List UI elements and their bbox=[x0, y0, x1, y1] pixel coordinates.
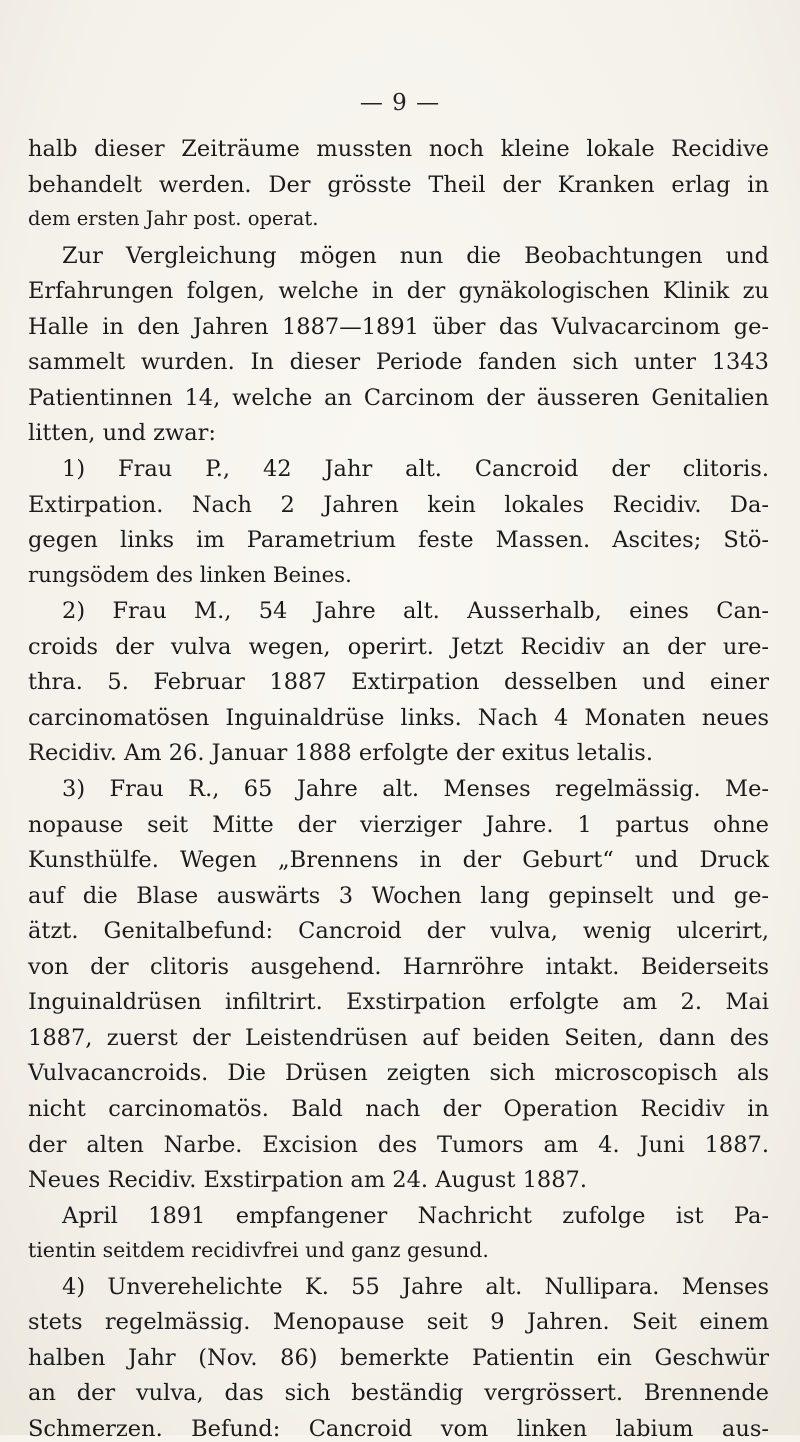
text-line: auf die Blase auswärts 3 Wochen lang gepinselt und ge- bbox=[28, 883, 769, 909]
text-line: behandelt werden. Der grösste Theil der Kranken erlag in bbox=[28, 172, 769, 198]
text-line: halben Jahr (Nov. 86) bemerkte Patientin ein Geschwür bbox=[28, 1345, 769, 1371]
text-line: April 1891 empfangener Nachricht zufolge ist Pa- bbox=[62, 1203, 769, 1229]
text-line: Kunsthülfe. Wegen „Brennens in der Geburt“ und Druck bbox=[28, 847, 769, 873]
text-line: nopause seit Mitte der vierziger Jahre. 1 partus ohne bbox=[28, 812, 769, 838]
text-line: Extirpation. Nach 2 Jahren kein lokales Recidiv. Da- bbox=[28, 492, 769, 518]
text-line: 2) Frau M., 54 Jahre alt. Ausserhalb, eines Can- bbox=[62, 598, 769, 624]
text-line: Patientinnen 14, welche an Carcinom der äusseren Genitalien bbox=[28, 385, 769, 411]
text-line: Recidiv. Am 26. Januar 1888 erfolgte der exitus letalis. bbox=[28, 740, 653, 766]
text-line: Schmerzen. Befund: Cancroid vom linken labium aus- bbox=[28, 1416, 769, 1442]
text-line: gegen links im Parametrium feste Massen. Ascites; Stö- bbox=[28, 527, 769, 553]
text-line: an der vulva, das sich beständig vergrössert. Brennende bbox=[28, 1380, 769, 1406]
text-line: stets regelmässig. Menopause seit 9 Jahren. Seit einem bbox=[28, 1309, 769, 1335]
text-line: sammelt wurden. In dieser Periode fanden sich unter 1343 bbox=[28, 349, 769, 375]
text-line: tientin seitdem recidivfrei und ganz gesund. bbox=[28, 1238, 489, 1262]
text-line: von der clitoris ausgehend. Harnröhre intakt. Beiderseits bbox=[28, 954, 769, 980]
text-line: Erfahrungen folgen, welche in der gynäkologischen Klinik zu bbox=[28, 278, 769, 304]
text-line: croids der vulva wegen, operirt. Jetzt Recidiv an der ure- bbox=[28, 634, 769, 660]
text-line: carcinomatösen Inguinaldrüse links. Nach 4 Monaten neues bbox=[28, 705, 769, 731]
text-line: ätzt. Genitalbefund: Cancroid der vulva, wenig ulcerirt, bbox=[28, 918, 769, 944]
text-line: nicht carcinomatös. Bald nach der Operation Recidiv in bbox=[28, 1096, 769, 1122]
text-line: Halle in den Jahren 1887—1891 über das Vulvacarcinom ge- bbox=[28, 314, 769, 340]
page-number: — 9 — bbox=[359, 90, 441, 116]
text-line: Inguinaldrüsen infiltrirt. Exstirpation erfolgte am 2. Mai bbox=[28, 989, 769, 1015]
text-line: Neues Recidiv. Exstirpation am 24. August 1887. bbox=[28, 1167, 588, 1193]
text-line: Vulvacancroids. Die Drüsen zeigten sich microscopisch als bbox=[28, 1060, 769, 1086]
text-line: 4) Unverehelichte K. 55 Jahre alt. Nullipara. Menses bbox=[62, 1274, 769, 1300]
text-line: halb dieser Zeiträume mussten noch kleine lokale Recidive bbox=[28, 136, 769, 162]
text-line: 1) Frau P., 42 Jahr alt. Cancroid der clitoris. bbox=[62, 456, 769, 482]
text-line: 3) Frau R., 65 Jahre alt. Menses regelmässig. Me- bbox=[62, 776, 769, 802]
text-line: der alten Narbe. Excision des Tumors am 4. Juni 1887. bbox=[28, 1132, 769, 1158]
text-line: 1887, zuerst der Leistendrüsen auf beiden Seiten, dann des bbox=[28, 1025, 769, 1051]
text-line: dem ersten Jahr post. operat. bbox=[28, 207, 319, 230]
text-line: thra. 5. Februar 1887 Extirpation desselben und einer bbox=[28, 669, 769, 695]
text-line: rungsödem des linken Beines. bbox=[28, 563, 352, 588]
text-line: litten, und zwar: bbox=[28, 420, 216, 446]
text-line: Zur Vergleichung mögen nun die Beobachtungen und bbox=[62, 243, 769, 269]
